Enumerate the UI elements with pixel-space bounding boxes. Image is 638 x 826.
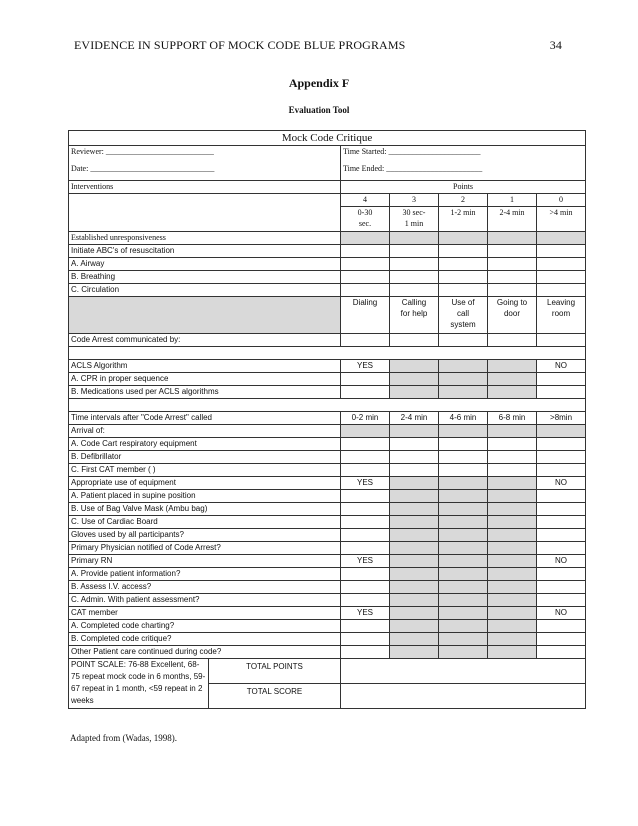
- table-row: [69, 568, 586, 581]
- row-label: Primary RN: [69, 555, 341, 568]
- table-row: [69, 373, 586, 386]
- row-label: Appropriate use of equipment: [69, 477, 341, 490]
- reviewer-field[interactable]: Reviewer: ___________________________: [69, 146, 341, 164]
- row-label: B. Assess I.V. access?: [69, 581, 341, 594]
- table-row: [69, 245, 586, 258]
- points-value: 4: [341, 194, 390, 207]
- table-title: Mock Code Critique: [69, 131, 586, 146]
- interval-header: 6-8 min: [488, 412, 537, 425]
- table-row: [69, 581, 586, 594]
- table-row: [69, 412, 586, 425]
- table-row: [69, 258, 586, 271]
- time-range-cell: 0-30 sec.: [341, 207, 390, 232]
- row-label: Time intervals after "Code Arrest" called: [69, 412, 341, 425]
- table-row: [69, 386, 586, 399]
- table-row: [69, 516, 586, 529]
- no-label: NO: [537, 360, 586, 373]
- row-label: A. Provide patient information?: [69, 568, 341, 581]
- evaluation-table: [68, 130, 586, 709]
- row-label: B. Medications used per ACLS algorithms: [69, 386, 341, 399]
- row-label: Arrival of:: [69, 425, 341, 438]
- time-ended-field[interactable]: Time Ended: ________________________: [341, 163, 586, 181]
- table-row: [69, 334, 586, 347]
- row-label: CAT member: [69, 607, 341, 620]
- time-range-row: [69, 207, 586, 232]
- table-row: [69, 490, 586, 503]
- date-field[interactable]: Date: _______________________________: [69, 163, 341, 181]
- points-value: 1: [488, 194, 537, 207]
- points-header: Points: [341, 181, 586, 194]
- row-label: ACLS Algorithm: [69, 360, 341, 373]
- row-label: Initiate ABC's of resuscitation: [69, 245, 341, 258]
- date-row: [69, 163, 586, 181]
- table-row: [69, 529, 586, 542]
- yes-label: YES: [341, 607, 390, 620]
- page-number: 34: [549, 38, 562, 52]
- total-points-row: [69, 659, 586, 684]
- row-label: B. Use of Bag Valve Mask (Ambu bag): [69, 503, 341, 516]
- table-row: [69, 271, 586, 284]
- interventions-row: [69, 181, 586, 194]
- total-score-label: TOTAL SCORE: [209, 684, 341, 709]
- time-started-field[interactable]: Time Started: _______________________: [341, 146, 586, 164]
- row-label: B. Completed code critique?: [69, 633, 341, 646]
- interval-header: >8min: [537, 412, 586, 425]
- table-title-row: [69, 131, 586, 146]
- row-label: C. Use of Cardiac Board: [69, 516, 341, 529]
- time-range-cell: 1-2 min: [439, 207, 488, 232]
- yes-label: YES: [341, 477, 390, 490]
- interventions-header: Interventions: [69, 181, 341, 194]
- table-row: [69, 503, 586, 516]
- table-row: [69, 232, 586, 245]
- reviewer-row: [69, 146, 586, 164]
- table-row: [69, 555, 586, 568]
- row-label: A. Code Cart respiratory equipment: [69, 438, 341, 451]
- row-label: Primary Physician notified of Code Arrest?: [69, 542, 341, 555]
- table-row: [69, 425, 586, 438]
- yes-label: YES: [341, 360, 390, 373]
- table-row: [69, 360, 586, 373]
- footnote: Adapted from (Wadas, 1998).: [70, 733, 177, 743]
- total-score-value[interactable]: [341, 684, 586, 709]
- comm-options-row: [69, 297, 586, 334]
- comm-option: Dialing: [341, 297, 390, 334]
- row-label: C. Circulation: [69, 284, 341, 297]
- total-points-value[interactable]: [341, 659, 586, 684]
- total-points-label: TOTAL POINTS: [209, 659, 341, 684]
- table-row: [69, 438, 586, 451]
- time-range-cell: >4 min: [537, 207, 586, 232]
- row-label: A. Completed code charting?: [69, 620, 341, 633]
- points-value: 3: [390, 194, 439, 207]
- interval-header: 4-6 min: [439, 412, 488, 425]
- comm-option: Leaving room: [537, 297, 586, 334]
- subtitle: Evaluation Tool: [288, 105, 350, 115]
- yes-label: YES: [341, 555, 390, 568]
- row-label: A. Patient placed in supine position: [69, 490, 341, 503]
- comm-option: Calling for help: [390, 297, 439, 334]
- table-row: [69, 646, 586, 659]
- running-head: EVIDENCE IN SUPPORT OF MOCK CODE BLUE PROGRAMS: [74, 38, 406, 52]
- comm-option: Going to door: [488, 297, 537, 334]
- table-row: [69, 633, 586, 646]
- row-label: Code Arrest communicated by:: [69, 334, 341, 347]
- point-scale: POINT SCALE: 76-88 Excellent, 68-75 repeat mock code in 6 months, 59-67 repeat in 1 month, <59 repeat in 2 weeks: [69, 659, 209, 709]
- table-row: [69, 477, 586, 490]
- interval-header: 2-4 min: [390, 412, 439, 425]
- points-value: 0: [537, 194, 586, 207]
- time-range-cell: 30 sec- 1 min: [390, 207, 439, 232]
- row-label: B. Breathing: [69, 271, 341, 284]
- row-label: A. CPR in proper sequence: [69, 373, 341, 386]
- row-label: Established unresponsiveness: [69, 232, 341, 245]
- row-label: B. Defibrillator: [69, 451, 341, 464]
- row-label: Gloves used by all participants?: [69, 529, 341, 542]
- points-value: 2: [439, 194, 488, 207]
- row-label: A. Airway: [69, 258, 341, 271]
- row-label: Other Patient care continued during code?: [69, 646, 341, 659]
- interval-header: 0-2 min: [341, 412, 390, 425]
- spacer-row: [69, 347, 586, 360]
- row-label: C. Admin. With patient assessment?: [69, 594, 341, 607]
- spacer-row: [69, 399, 586, 412]
- points-row: [69, 194, 586, 207]
- table-row: [69, 284, 586, 297]
- table-row: [69, 451, 586, 464]
- no-label: NO: [537, 555, 586, 568]
- no-label: NO: [537, 477, 586, 490]
- comm-option: Use of call system: [439, 297, 488, 334]
- table-row: [69, 607, 586, 620]
- row-label: C. First CAT member ( ): [69, 464, 341, 477]
- table-row: [69, 542, 586, 555]
- table-row: [69, 620, 586, 633]
- time-range-cell: 2-4 min: [488, 207, 537, 232]
- appendix-title: Appendix F: [288, 76, 350, 90]
- table-row: [69, 594, 586, 607]
- table-row: [69, 464, 586, 477]
- no-label: NO: [537, 607, 586, 620]
